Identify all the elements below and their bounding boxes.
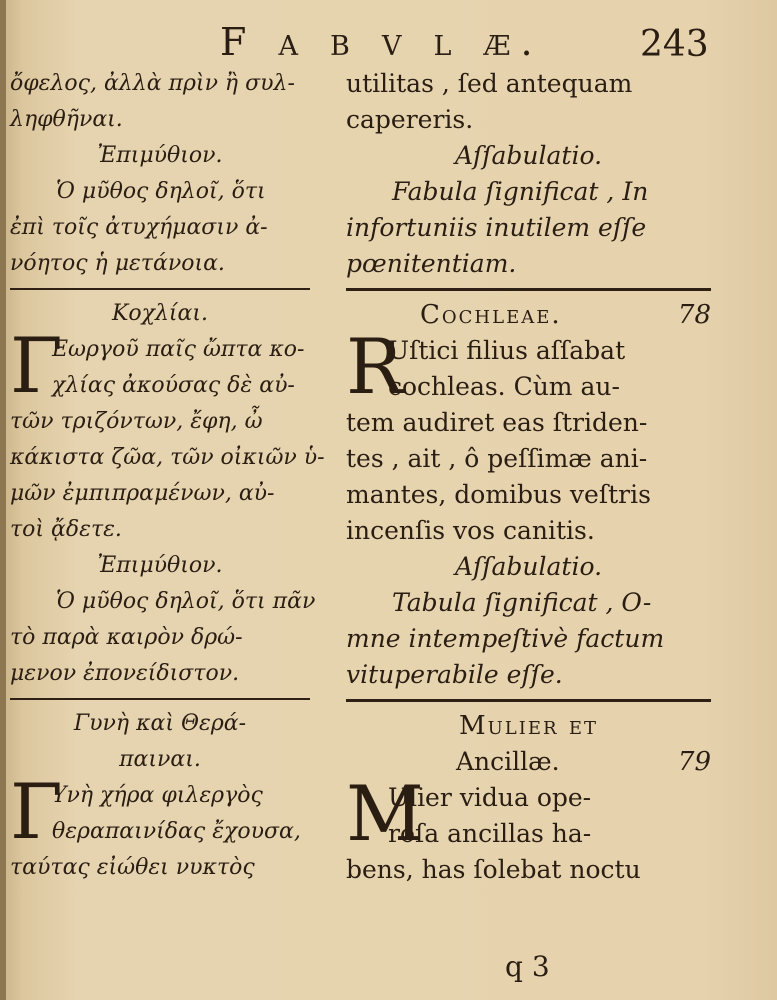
text-line: Ulier vidua ope- — [388, 783, 592, 812]
signature-mark: q 3 — [505, 950, 550, 983]
text-line: νόητος ἡ μετάνοια. — [10, 251, 225, 276]
text-line: τοὶ ᾄδετε. — [10, 517, 122, 542]
section-divider — [346, 699, 711, 702]
affabulatio-label: Aſſabulatio. — [454, 141, 603, 170]
page-header — [0, 14, 777, 64]
moral-label: Ἐπιμύθιον. — [97, 553, 223, 578]
fable-title: Γυνὴ καὶ Θερά- — [73, 711, 247, 736]
section-divider — [346, 288, 711, 291]
section-divider — [10, 288, 310, 290]
text-line: mantes, domibus veſtris — [346, 480, 651, 509]
fable-paragraph — [346, 322, 711, 549]
text-line: Ὁ μῦθος δηλοῖ, ὅτι — [56, 179, 266, 204]
fable-title: Ancillæ. — [456, 747, 560, 776]
fable-title: Cochleae. — [420, 300, 562, 330]
text-line: pœnitentiam. — [346, 249, 517, 278]
moral-label: Ἐπιμύθιον. — [97, 143, 223, 168]
text-line: Tabula ſignificat , O- — [392, 588, 652, 617]
text-line: infortuniis inutilem eſſe — [346, 213, 647, 242]
text-line: κάκιστα ζῶα, τῶν οἰκιῶν ὑ- — [10, 445, 325, 470]
text-line: τῶν τριζόντων, ἔφη, ὦ — [10, 409, 263, 434]
text-line: Uſtici filius aſſabat — [388, 336, 626, 365]
text-line: θεραπαινίδας ἔχουσα, — [52, 819, 301, 844]
running-title: F a b v l æ. — [220, 20, 543, 64]
fable-paragraph — [346, 769, 711, 888]
text-line: tem audiret eas ſtriden- — [346, 408, 648, 437]
text-line: μῶν ἐμπιπραμένων, αὐ- — [10, 481, 275, 506]
text-line: Ὁ μῦθος δηλοῖ, ὅτι πᾶν — [56, 589, 316, 614]
drop-cap: Γ — [10, 321, 63, 410]
drop-cap: Γ — [10, 767, 63, 856]
fable-number: 78 — [677, 300, 711, 330]
latin-column — [346, 66, 711, 888]
text-line: Υνὴ χήρα φιλεργὸς — [52, 783, 263, 808]
drop-cap: M — [346, 769, 424, 858]
text-line: tes , ait , ô peſſimæ ani- — [346, 444, 648, 473]
text-line: capereris. — [346, 105, 474, 134]
text-line: ὄφελος, ἀλλὰ πρὶν ἢ συλ- — [10, 71, 295, 96]
text-line: μενον ἐπονείδιστον. — [10, 661, 240, 686]
text-line: ληφθῆναι. — [10, 107, 123, 132]
text-line: Εωργοῦ παῖς ὤπτα κο- — [52, 337, 305, 362]
text-line: roſa ancillas ha- — [388, 819, 592, 848]
fable-paragraph — [10, 767, 310, 886]
text-line: Fabula ſignificat , In — [392, 177, 649, 206]
fable-number: 79 — [677, 747, 711, 777]
drop-cap: R — [346, 322, 404, 411]
text-line: χλίας ἀκούσας δὲ αὐ- — [52, 373, 295, 398]
fable-paragraph — [10, 321, 325, 548]
text-line: utilitas , ſed antequam — [346, 69, 633, 98]
fable-title: παιναι. — [119, 747, 201, 772]
text-line: cochleas. Cùm au- — [388, 372, 620, 401]
text-line: mne intempeſtivè factum — [346, 624, 665, 653]
text-line: τὸ παρὰ καιρὸν δρώ- — [10, 625, 243, 650]
section-divider — [10, 698, 310, 700]
fable-title: Mulier et — [459, 711, 598, 741]
text-line: incenſis vos canitis. — [346, 516, 595, 545]
text-line: ἐπὶ τοῖς ἀτυχήμασιν ἀ- — [10, 215, 268, 240]
text-line: ταύτας εἰώθει νυκτὸς — [10, 855, 255, 880]
page-gutter — [0, 0, 6, 1000]
affabulatio-label: Aſſabulatio. — [454, 552, 603, 581]
greek-column — [10, 66, 325, 886]
text-line: bens, has ſolebat noctu — [346, 855, 641, 884]
fable-title: Κοχλίαι. — [111, 301, 209, 326]
text-line: vituperabile eſſe. — [346, 660, 563, 689]
page-number: 243 — [640, 24, 709, 65]
